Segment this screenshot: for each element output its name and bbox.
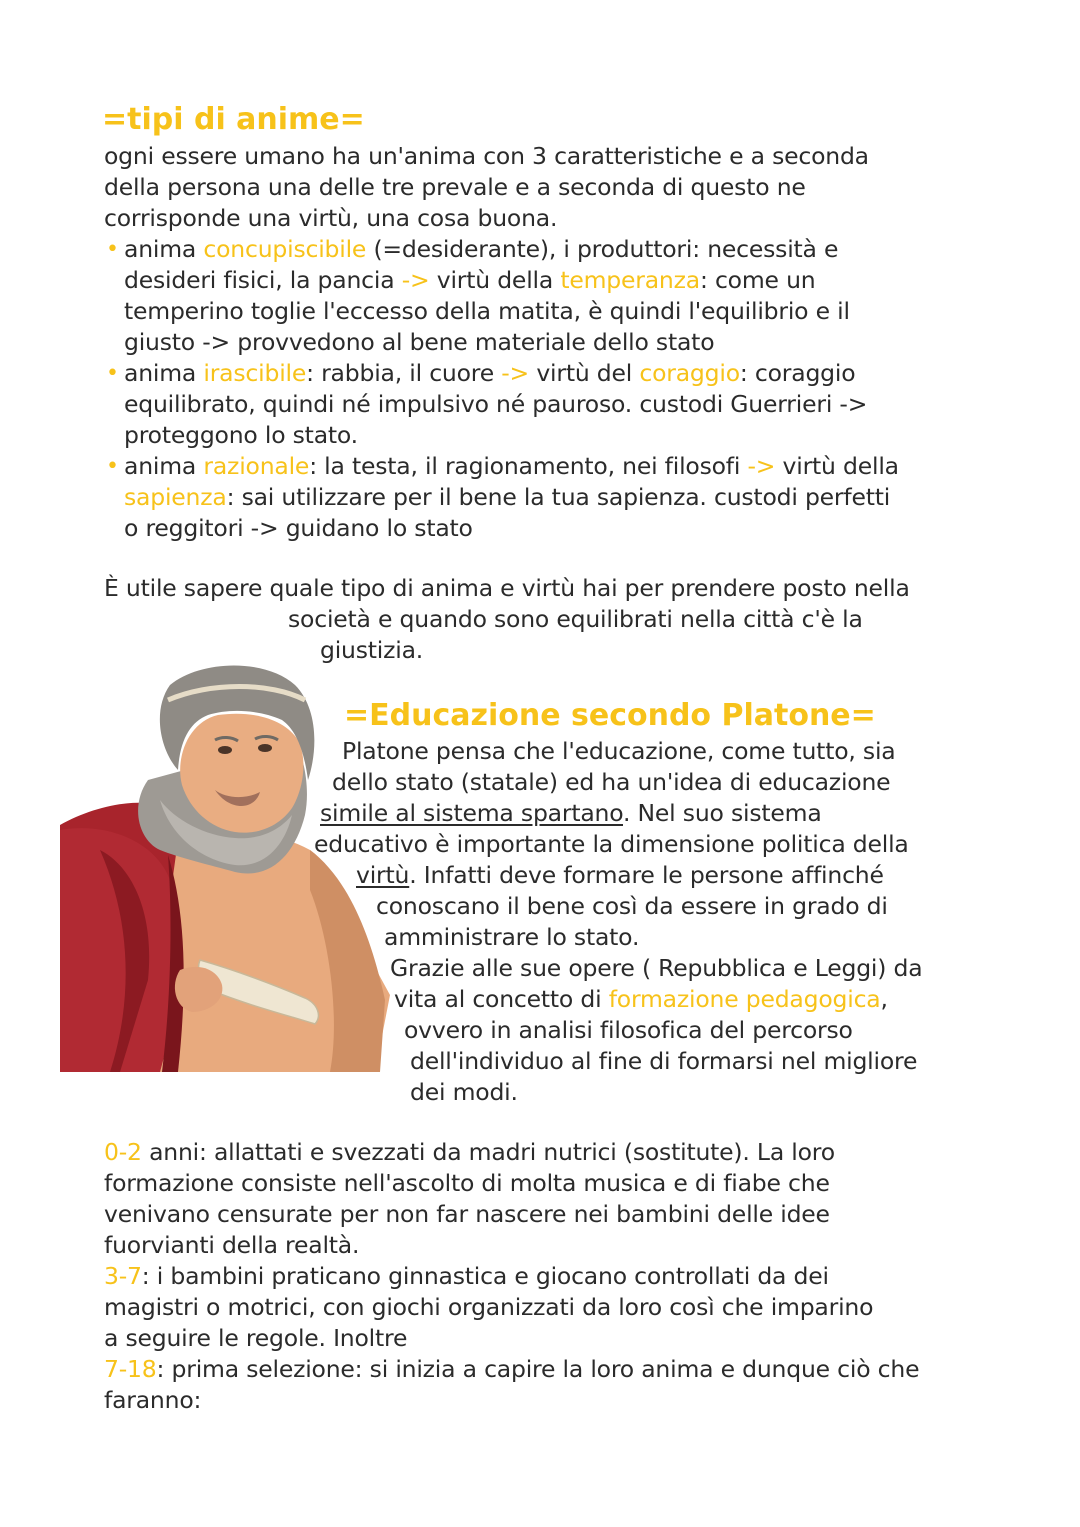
edu-line: educativo è importante la dimensione politica della: [314, 830, 909, 858]
bullet-line: giusto -> provvedono al bene materiale dello stato: [124, 328, 715, 356]
section-title-educazione: =Educazione secondo Platone=: [344, 698, 876, 733]
age-line: faranno:: [104, 1386, 202, 1414]
edu-line: dell'individuo al fine di formarsi nel migliore: [410, 1047, 918, 1075]
intro-line: ogni essere umano ha un'anima con 3 caratteristiche e a seconda: [104, 142, 869, 170]
bullet-concupiscibile: anima concupiscibile (=desiderante), i produttori: necessità e: [124, 235, 839, 263]
edu-line: conoscano il bene così da essere in grado di: [376, 892, 888, 920]
section-title-anime: =tipi di anime=: [102, 102, 365, 137]
edu-line: vita al concetto di formazione pedagogica,: [394, 985, 888, 1013]
bullet-razionale: anima razionale: la testa, il ragionamento, nei filosofi -> virtù della: [124, 452, 899, 480]
bullet-line: temperino toglie l'eccesso della matita, è quindi l'equilibrio e il: [124, 297, 850, 325]
bullet-line: desideri fisici, la pancia -> virtù della temperanza: come un: [124, 266, 816, 294]
edu-line: ovvero in analisi filosofica del percorso: [404, 1016, 853, 1044]
age-line: a seguire le regole. Inoltre: [104, 1324, 408, 1352]
edu-line: virtù. Infatti deve formare le persone affinché: [356, 861, 884, 889]
intro-line: corrisponde una virtù, una cosa buona.: [104, 204, 558, 232]
summary-line: società e quando sono equilibrati nella città c'è la: [288, 605, 863, 633]
intro-line: della persona una delle tre prevale e a seconda di questo ne: [104, 173, 806, 201]
bullet-line: proteggono lo stato.: [124, 421, 358, 449]
age-line: formazione consiste nell'ascolto di molta musica e di fiabe che: [104, 1169, 830, 1197]
bullet-dot: •: [106, 454, 119, 479]
edu-line: Grazie alle sue opere ( Repubblica e Leggi) da: [390, 954, 923, 982]
age-3-7-line: 3-7: i bambini praticano ginnastica e giocano controllati da dei: [104, 1262, 829, 1290]
bullet-line: sapienza: sai utilizzare per il bene la tua sapienza. custodi perfetti: [124, 483, 891, 511]
bullet-line: o reggitori -> guidano lo stato: [124, 514, 473, 542]
bullet-dot: •: [106, 361, 119, 386]
summary-line: È utile sapere quale tipo di anima e virtù hai per prendere posto nella: [104, 574, 910, 602]
edu-line: Platone pensa che l'educazione, come tutto, sia: [342, 737, 896, 765]
bullet-irascibile: anima irascibile: rabbia, il cuore -> virtù del coraggio: coraggio: [124, 359, 856, 387]
age-line: magistri o motrici, con giochi organizzati da loro così che imparino: [104, 1293, 874, 1321]
age-0-2-line: 0-2 anni: allattati e svezzati da madri nutrici (sostitute). La loro: [104, 1138, 835, 1166]
age-7-18-line: 7-18: prima selezione: si inizia a capire la loro anima e dunque ciò che: [104, 1355, 920, 1383]
bullet-dot: •: [106, 237, 119, 262]
edu-line: simile al sistema spartano. Nel suo sistema: [320, 799, 822, 827]
age-line: fuorvianti della realtà.: [104, 1231, 360, 1259]
edu-line: amministrare lo stato.: [384, 923, 640, 951]
summary-line: giustizia.: [320, 636, 424, 664]
edu-line: dello stato (statale) ed ha un'idea di educazione: [332, 768, 891, 796]
bullet-line: equilibrato, quindi né impulsivo né pauroso. custodi Guerrieri ->: [124, 390, 868, 418]
age-line: venivano censurate per non far nascere nei bambini delle idee: [104, 1200, 830, 1228]
edu-line: dei modi.: [410, 1078, 518, 1106]
